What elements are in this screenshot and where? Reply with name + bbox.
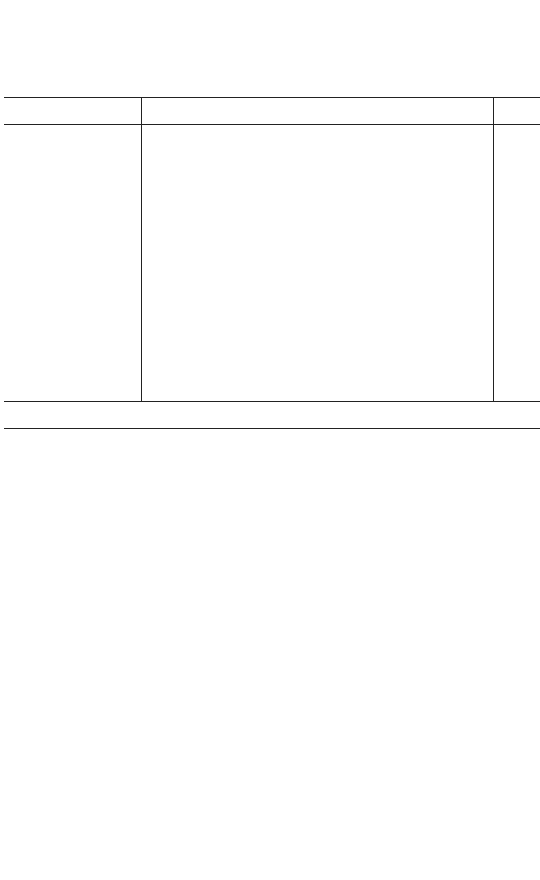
header-divider-1 [141, 97, 142, 125]
physio-divider-1 [141, 124, 142, 401]
behavioral-rule [4, 428, 540, 429]
physio-bottom-rule [4, 401, 540, 402]
header-bottom-rule [4, 124, 540, 125]
header-divider-2 [493, 97, 494, 125]
table-top-rule [4, 97, 540, 98]
physio-divider-2 [493, 124, 494, 401]
